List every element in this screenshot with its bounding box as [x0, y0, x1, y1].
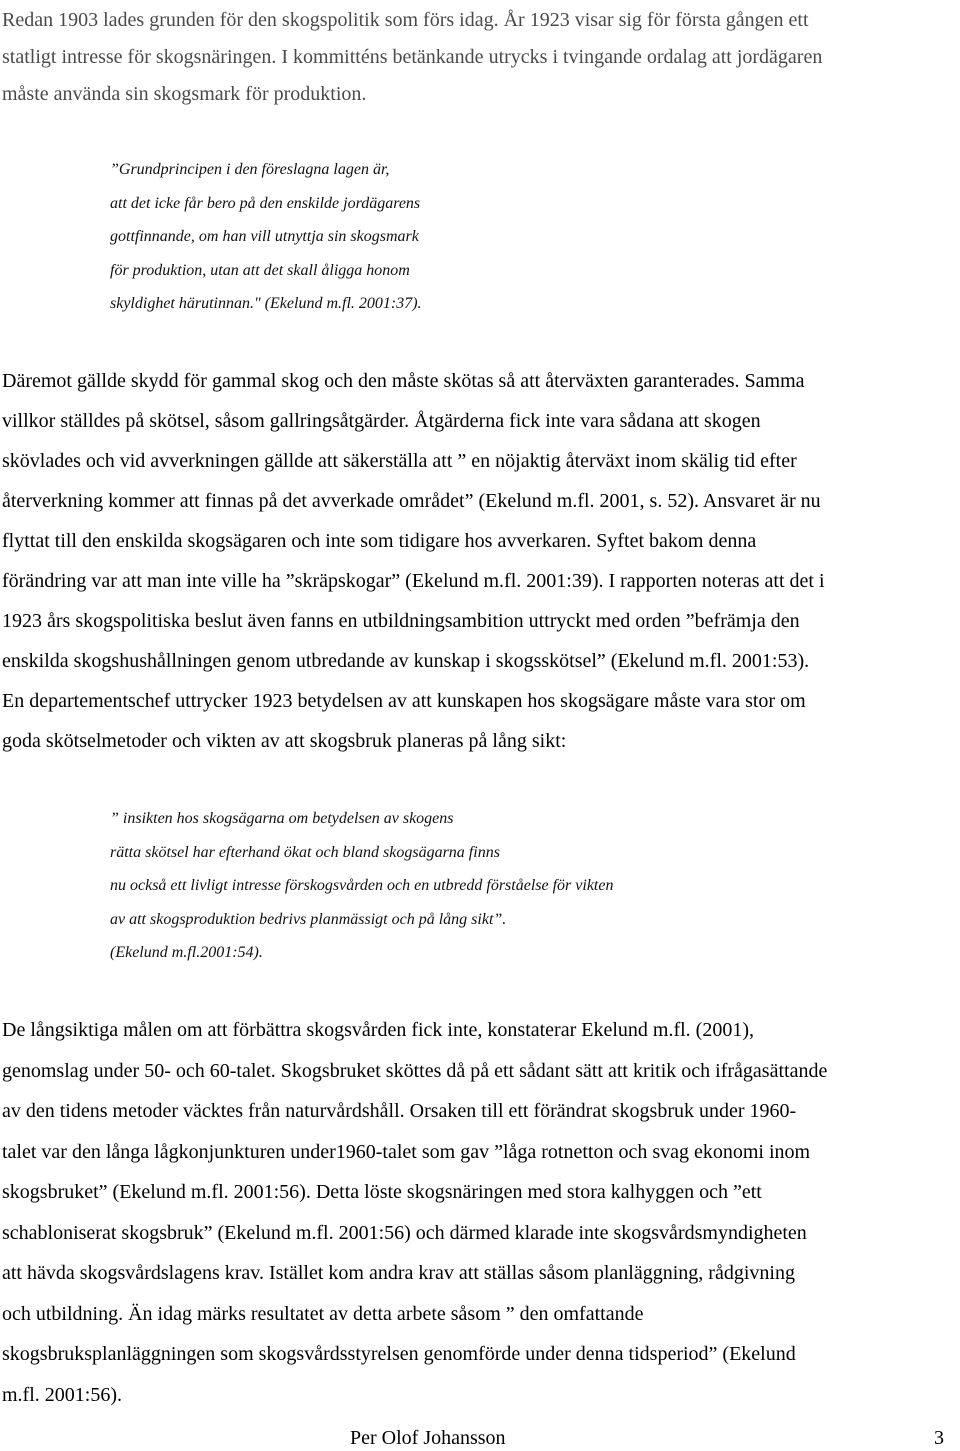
text-line: återverkning kommer att finnas på det avverkade området” (Ekelund m.fl. 2001, s. 52). Ansvaret är nu — [2, 490, 821, 512]
text-line: måste använda sin skogsmark för produktion. — [2, 83, 367, 105]
quote-line: rätta skötsel har efterhand ökat och bland skogsägarna finns — [110, 843, 500, 861]
text-line: förändring var att man inte ville ha ”skräpskogar” (Ekelund m.fl. 2001:39). I rapporten noteras att det i — [2, 570, 825, 592]
text-line: m.fl. 2001:56). — [2, 1383, 122, 1406]
text-line: villkor ställdes på skötsel, såsom gallringsåtgärder. Åtgärderna fick inte vara sådana att skogen — [2, 410, 761, 432]
text-line: goda skötselmetoder och vikten av att skogsbruk planeras på lång sikt: — [2, 730, 567, 752]
body-paragraph-longsiktiga — [2, 1010, 827, 1415]
text-line: De långsiktiga målen om att förbättra skogsvården fick inte, konstaterar Ekelund m.fl. (2001), — [2, 1019, 755, 1041]
quote-line: av att skogsproduktion bedrivs planmässigt och på lång sikt”. — [110, 910, 507, 928]
text-line: enskilda skogshushållningen genom utbredande av kunskap i skogsskötsel” (Ekelund m.fl. 2001:53). — [2, 650, 810, 672]
quote-line: att det icke får bero på den enskilde jordägarens — [110, 194, 421, 212]
text-line: statligt intresse för skogsnäringen. I kommitténs betänkande utrycks i tvingande ordalag att jordägaren — [2, 46, 823, 68]
text-line: skogsbruket” (Ekelund m.fl. 2001:56). Detta löste skogsnäringen med stora kalhyggen och ”ett — [2, 1181, 762, 1203]
text-line: talet var den långa lågkonjunkturen under1960-talet som gav ”låga rotnetton och svag ekonomi inom — [2, 1140, 811, 1163]
footer-author: Per Olof Johansson — [350, 1427, 506, 1449]
text-line: av den tidens metoder väcktes från naturvårdshåll. Orsaken till ett förändrat skogsbruk under 1960- — [2, 1100, 797, 1122]
quote-line: (Ekelund m.fl.2001:54). — [110, 944, 263, 961]
quote-line: ” insikten hos skogsägarna om betydelsen av skogens — [110, 810, 454, 827]
text-line: Däremot gällde skydd för gammal skog och den måste skötas så att återväxten garanterades. Samma — [2, 370, 805, 392]
footer-page-number: 3 — [934, 1427, 944, 1449]
quote-line: ”Grundprincipen i den föreslagna lagen är, — [110, 161, 390, 178]
quote-line: skyldighet härutinnan." (Ekelund m.fl. 2001:37). — [110, 295, 422, 312]
text-line: flyttat till den enskilda skogsägaren och inte som tidigare hos avverkaren. Syftet bakom denna — [2, 530, 757, 552]
block-quote-lagen — [110, 153, 422, 321]
text-line: genomslag under 50- och 60-talet. Skogsbruket sköttes då på ett sådant sätt att kritik och ifrågasättande — [2, 1059, 828, 1082]
quote-line: gottfinnande, om han vill utnyttja sin skogsmark — [110, 228, 419, 245]
text-line: skövlades och vid avverkningen gällde att säkerställa att ” en nöjaktig återväxt inom skälig tid efter — [2, 450, 797, 472]
text-line: att hävda skogsvårdslagens krav. Istället kom andra krav att ställas såsom planläggning, rådgivning — [2, 1262, 795, 1284]
text-line: skogsbruksplanläggningen som skogsvårdsstyrelsen genomförde under denna tidsperiod” (Ekelund — [2, 1343, 796, 1365]
text-line: 1923 års skogspolitiska beslut även fanns en utbildningsambition uttryckt med orden ”befrämja den — [2, 610, 800, 632]
text-line: Redan 1903 lades grunden för den skogspolitik som förs idag. År 1923 visar sig för första gången ett — [2, 9, 809, 31]
text-line: och utbildning. Än idag märks resultatet av detta arbete såsom ” den omfattande — [2, 1302, 644, 1325]
quote-line: för produktion, utan att det skall åligga honom — [110, 261, 410, 279]
block-quote-insikten — [110, 802, 613, 970]
quote-line: nu också ett livligt intresse förskogsvården och en utbredd förståelse för vikten — [110, 877, 614, 894]
intro-paragraph — [2, 2, 822, 113]
text-line: schabloniserat skogsbruk” (Ekelund m.fl. 2001:56) och därmed klarade inte skogsvårdsmyndigheten — [2, 1221, 807, 1244]
body-paragraph-1923 — [2, 361, 825, 761]
text-line: En departementschef uttrycker 1923 betydelsen av att kunskapen hos skogsägare måste vara stor om — [2, 690, 806, 712]
